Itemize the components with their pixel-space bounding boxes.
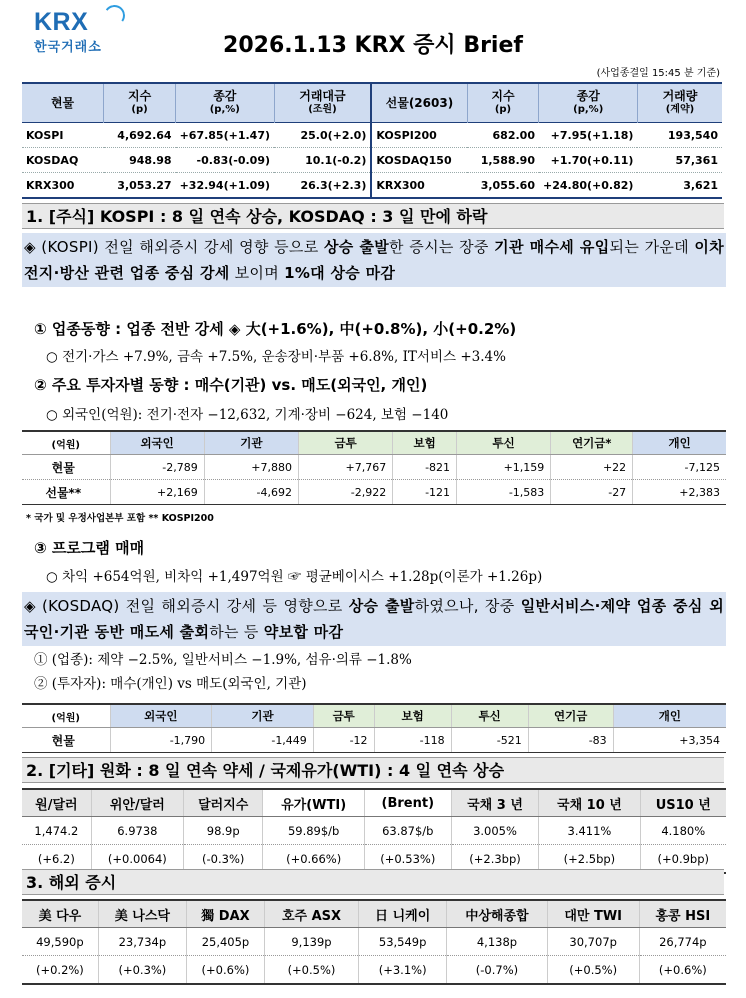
kospi-summary: ◈ (KOSPI) 전일 해외증시 강세 영향 등으로 상승 출발한 증시는 장중 기관 매수세 유입되는 가운데 이차전지·방산 관련 업종 중심 강세 보이며 1%대 상승 마감 bbox=[22, 233, 726, 287]
basis-note: (사업종결일 15:45 분 기준) bbox=[596, 68, 720, 79]
table-row: 선물** +2,169 -4,692 -2,922 -121 -1,583 -27 +2,383 bbox=[22, 480, 726, 505]
table-row: 현물 -2,789 +7,880 +7,767 -821 +1,159 +22 -7,125 bbox=[22, 455, 726, 480]
kospi-investor-table: (억원) 외국인 기관 금투 보험 투신 연기금* 개인 현물 -2,789 +7,880 +7,767 -821 +1,159 +22 -7,125 선물** +2,169 -4,692 -2,922 -121 -1,583 -27 +2,383 bbox=[22, 430, 726, 505]
header-change: 종감 (p,%) bbox=[176, 83, 274, 123]
kosdaq-investor-line: ② (투자자): 매수(개인) vs 매도(외국인, 기관) bbox=[34, 676, 307, 692]
section-3-title: 3. 해외 증시 bbox=[22, 869, 724, 895]
table-row: KOSPI 4,692.64 +67.85(+1.47) 25.0(+2.0) KOSPI200 682.00 +7.95(+1.18) 193,540 bbox=[22, 123, 722, 148]
kosdaq-summary: ◈ (KOSDAQ) 전일 해외증시 강세 등 영향으로 상승 출발하였으나, 장중 일반서비스·제약 업종 중심 외국인·기관 동반 매도세 출회하는 등 약보합 마감 bbox=[22, 592, 726, 646]
logo-arc-icon bbox=[102, 3, 126, 27]
sector-title: ① 업종동향 : 업종 전반 강세 ◈ 大(+1.6%), 中(+0.8%), 小(+0.2%) bbox=[34, 320, 517, 338]
investor-line: ○ 외국인(억원): 전기·전자 −12,632, 기계·장비 −624, 보험 −140 bbox=[46, 407, 449, 423]
header-fut-change: 종감 (p,%) bbox=[539, 83, 637, 123]
program-title: ③ 프로그램 매매 bbox=[34, 539, 145, 557]
header-spot: 현물 bbox=[22, 83, 104, 123]
header-index: 지수 (p) bbox=[104, 83, 176, 123]
header-value: 거래대금 (조원) bbox=[274, 83, 371, 123]
header-fut-volume: 거래량 (계약) bbox=[637, 83, 722, 123]
table-row: 현물 -1,790 -1,449 -12 -118 -521 -83 +3,354 bbox=[22, 728, 726, 753]
sector-line: ○ 전기·가스 +7.9%, 금속 +7.5%, 운송장비·부품 +6.8%, IT서비스 +3.4% bbox=[46, 349, 506, 365]
footnote: * 국가 및 우정사업본부 포함 ** KOSPI200 bbox=[26, 513, 214, 524]
logo-text: KRX bbox=[34, 8, 89, 36]
table-row: 49,590p 23,734p 25,405p 9,139p 53,549p 4,138p 30,707p 26,774p bbox=[22, 928, 726, 956]
table-row: KOSDAQ 948.98 -0.83(-0.09) 10.1(-0.2) KOSDAQ150 1,588.90 +1.70(+0.11) 57,361 bbox=[22, 148, 722, 173]
section-2-title: 2. [기타] 원화 : 8 일 연속 약세 / 국제유가(WTI) : 4 일 연속 상승 bbox=[22, 757, 724, 783]
table-row: KRX300 3,053.27 +32.94(+1.09) 26.3(+2.3) KRX300 3,055.60 +24.80(+0.82) 3,621 bbox=[22, 173, 722, 199]
table-row: (+6.2) (+0.0064) (-0.3%) (+0.66%) (+0.53%) (+2.3bp) (+2.5bp) (+0.9bp) bbox=[22, 845, 726, 874]
overseas-index-table: 美 다우 美 나스닥 獨 DAX 호주 ASX 日 니케이 中상해종합 대만 TWI 홍콩 HSI 49,590p 23,734p 25,405p 9,139p 53,549p 4,138p 30,707p 26,774p (+0.2%) (+0.3%) (+0.6%) (+0.5%) (+3.1%) (-0.7%) (+0.5%) (+0.6%) bbox=[22, 899, 726, 985]
kosdaq-sector-line: ① (업종): 제약 −2.5%, 일반서비스 −1.9%, 섬유·의류 −1.8% bbox=[34, 652, 412, 668]
table-row: (+0.2%) (+0.3%) (+0.6%) (+0.5%) (+3.1%) (-0.7%) (+0.5%) (+0.6%) bbox=[22, 956, 726, 985]
market-summary-table bbox=[22, 82, 722, 199]
header-futures: 선물(2603) bbox=[371, 83, 467, 123]
kosdaq-investor-table: (억원) 외국인 기관 금투 보험 투신 연기금 개인 현물 -1,790 -1,449 -12 -118 -521 -83 +3,354 bbox=[22, 703, 726, 753]
table-row: 1,474.2 6.9738 98.9p 59.89$/b 63.87$/b 3.005% 3.411% 4.180% bbox=[22, 817, 726, 845]
page-title: 2026.1.13 KRX 증시 Brief bbox=[223, 33, 523, 58]
program-line: ○ 차익 +654억원, 비차익 +1,497억원 ☞ 평균베이시스 +1.28p(이론가 +1.26p) bbox=[46, 569, 543, 585]
investor-title: ② 주요 투자자별 동향 : 매수(기관) vs. 매도(외국인, 개인) bbox=[34, 376, 428, 394]
section-1-title: 1. [주식] KOSPI : 8 일 연속 상승, KOSDAQ : 3 일 만에 하락 bbox=[22, 203, 724, 229]
header-fut-index: 지수 (p) bbox=[467, 83, 539, 123]
logo-subtext: 한국거래소 bbox=[34, 40, 102, 55]
fx-rates-table: 원/달러 위안/달러 달러지수 유가(WTI) (Brent) 국채 3 년 국채 10 년 US10 년 1,474.2 6.9738 98.9p 59.89$/b 63.87$/b 3.005% 3.411% 4.180% (+6.2) (+0.0064) (-0.3%) (+0.66%) (+0.53%) (+2.3bp) (+2.5bp) (+0.9bp) bbox=[22, 788, 726, 874]
